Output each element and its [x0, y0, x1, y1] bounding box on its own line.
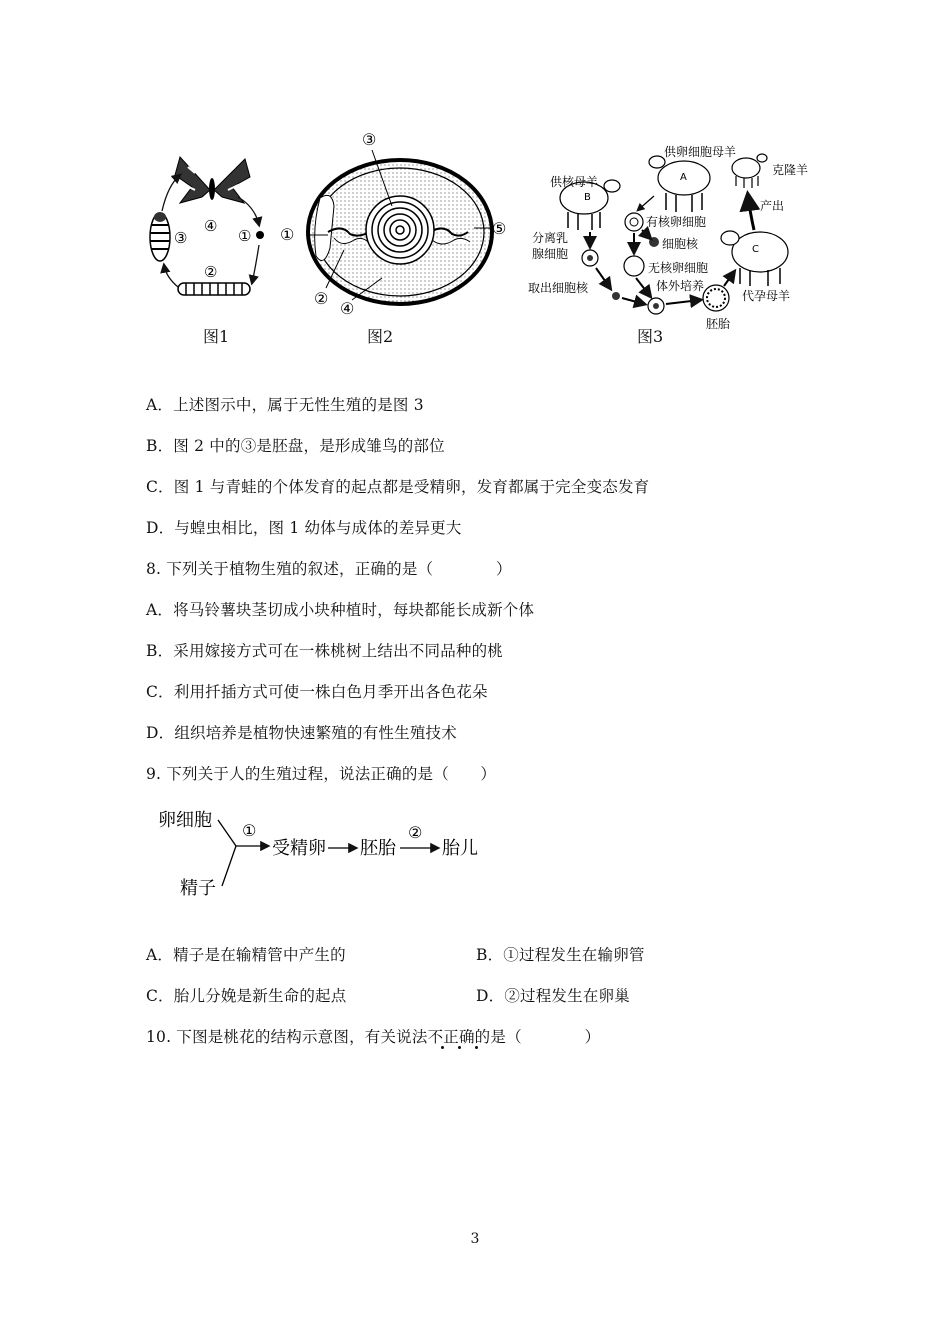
figure-3-caption: 图3 [637, 327, 664, 346]
q9-option-a: A．精子是在输精管中产生的 [146, 946, 346, 964]
fig1-label-larva: ② [204, 263, 218, 281]
fig2-label-air-cell: ① [280, 225, 295, 244]
label-born: 产出 [760, 199, 785, 213]
label-mammary-line2: 腺细胞 [532, 247, 569, 261]
label-extract-nucleus: 取出细胞核 [528, 281, 589, 295]
fig1-label-pupa: ③ [174, 229, 188, 247]
q9-option-c: C．胎儿分娩是新生命的起点 [146, 987, 347, 1005]
q7-option-b: B．图 2 中的③是胚盘，是形成雏鸟的部位 [146, 437, 445, 455]
q10-stem: 10. 下图是桃花的结构示意图，有关说法不正确的是（ ） [146, 1028, 601, 1046]
q9-option-d: D．②过程发生在卵巢 [476, 987, 630, 1005]
q8-option-c: C．利用扦插方式可使一株白色月季开出各色花朵 [146, 683, 488, 701]
label-enucleated-egg: 无核卵细胞 [648, 261, 709, 275]
fig2-label-germinal-disc: ③ [362, 130, 377, 149]
emphasis-dot [475, 1046, 478, 1049]
q8-option-a: A．将马铃薯块茎切成小块种植时，每块都能长成新个体 [146, 601, 535, 619]
q9-stem: 9. 下列关于人的生殖过程，说法正确的是（ ） [146, 765, 497, 783]
label-nucleated-egg: 有核卵细胞 [646, 215, 707, 229]
nucleus-dot [649, 237, 659, 247]
figure-1-insect-life-cycle [140, 145, 280, 315]
label-embryo: 胚胎 [706, 317, 731, 331]
larva-drawing [178, 283, 250, 295]
emphasis-dot [458, 1046, 461, 1049]
figure-2-caption: 图2 [367, 327, 394, 346]
q8-option-d: D．组织培养是植物快速繁殖的有性生殖技术 [146, 724, 457, 742]
fig2-label-shell-membrane: ④ [340, 299, 355, 318]
label-sheep-a: A [680, 172, 687, 183]
clone-lamb-drawing [732, 154, 767, 188]
figure-1-caption: 图1 [203, 327, 230, 346]
q9-reproduction-flow-diagram [150, 800, 490, 905]
fig1-label-egg: ① [238, 227, 252, 245]
q9-step2-label: ② [408, 823, 423, 842]
q9-embryo-label: 胚胎 [360, 838, 396, 859]
adult-moth-drawing [175, 157, 250, 203]
fig2-label-albumen: ② [314, 289, 329, 308]
emphasis-dot [441, 1046, 444, 1049]
figure-2-bird-egg [272, 128, 512, 318]
label-in-vitro-culture: 体外培养 [656, 279, 705, 293]
q9-zygote-label: 受精卵 [272, 838, 326, 859]
label-surrogate-ewe: 代孕母羊 [742, 289, 791, 303]
q7-option-c: C．图 1 与青蛙的个体发育的起点都是受精卵，发育都属于完全变态发育 [146, 478, 650, 496]
q8-option-b: B．采用嫁接方式可在一株桃树上结出不同品种的桃 [146, 642, 503, 660]
q7-option-a: A．上述图示中，属于无性生殖的是图 3 [146, 396, 424, 414]
label-donor-nucleus-ewe: 供核母羊 [550, 175, 599, 189]
figure-3-cloning-process [524, 138, 814, 338]
enucleated-egg-cell [624, 256, 644, 276]
label-nucleus: 细胞核 [662, 237, 699, 251]
extracted-nucleus-dot [612, 292, 620, 300]
label-sheep-b: B [584, 192, 591, 203]
fig2-label-chalaza: ⑤ [492, 219, 507, 238]
fig1-label-adult: ④ [204, 217, 218, 235]
egg-dot [256, 231, 264, 239]
label-sheep-c: C [752, 244, 759, 255]
label-clone-sheep: 克隆羊 [772, 163, 809, 177]
q9-fetus-label: 胎儿 [442, 838, 478, 859]
page-number: 3 [470, 1231, 480, 1247]
sheep-a-drawing [649, 156, 710, 212]
q9-option-b: B．①过程发生在输卵管 [476, 946, 645, 964]
q9-sperm-label: 精子 [180, 878, 216, 899]
q7-option-d: D．与蝗虫相比，图 1 幼体与成体的差异更大 [146, 519, 462, 537]
label-mammary-line1: 分离乳 [532, 231, 569, 245]
label-donor-egg-ewe: 供卵细胞母羊 [664, 145, 737, 159]
pupa-drawing [150, 212, 170, 261]
q8-stem: 8. 下列关于植物生殖的叙述，正确的是（ ） [146, 560, 512, 578]
q9-step1-label: ① [242, 821, 257, 840]
q9-egg-cell-label: 卵细胞 [158, 810, 212, 831]
